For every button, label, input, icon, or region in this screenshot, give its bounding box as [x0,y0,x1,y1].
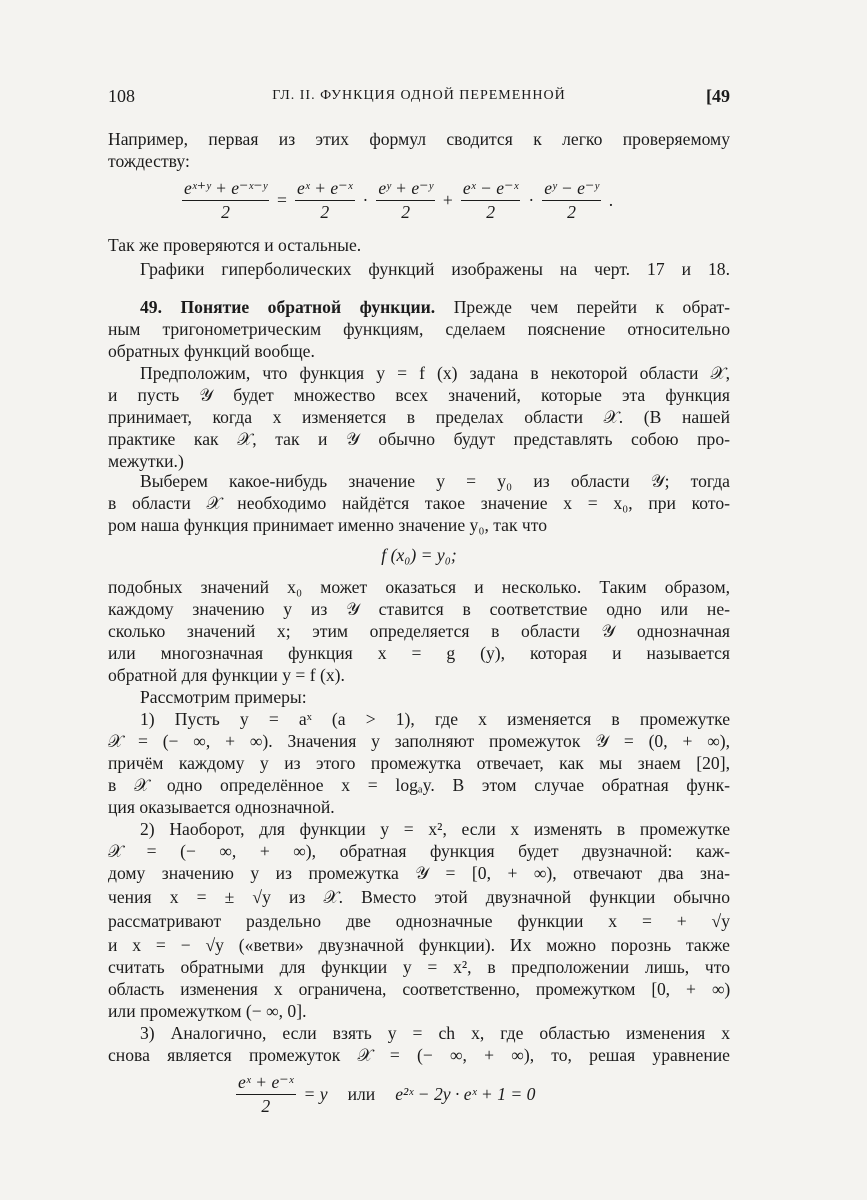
formula-f-x0: f (x₀) = y₀; [381,545,457,565]
text-line: обратных функций вообще. [108,341,315,361]
text-line: чения x = ± √y из 𝒳. Вместо этой двузначной функции обычно [108,887,730,907]
text-line: Так же проверяются и остальные. [108,235,362,255]
text-line: принимает, когда x изменяется в пределах области 𝒳. (В нашей [108,407,730,427]
text-line: ром наша функция принимает именно значение y₀, так что [108,515,548,535]
text-line: в области 𝒳 необходимо найдётся такое значение x = x₀, при кото- [108,493,730,513]
text-line: или многозначная функция x = g (y), которая и называется [108,643,730,663]
page-number: 108 [108,86,135,106]
chapter-title: ГЛ. II. ФУНКЦИЯ ОДНОЙ ПЕРЕМЕННОЙ [272,88,566,103]
text-line: Графики гиперболических функций изображены на черт. 17 и 18. [140,259,730,279]
text-line: каждому значению y из 𝒴 ставится в соответствие одно или не- [108,599,730,619]
text-line: Выберем какое-нибудь значение y = y₀ из области 𝒴; тогда [140,471,730,491]
text-line: ным тригонометрическим функциям, сделаем пояснение относительно [108,319,730,339]
formula-identity: $\frac{\text{eˣ⁺ʸ + e⁻ˣ⁻ʸ}}{2}$ = $\frac{\text{eˣ + e⁻ˣ}}{2}$ · $\frac{\text{eʸ + e⁻ʸ}}{2}$ + $\frac{\text{eˣ − e⁻ˣ}}{2}$ · $\frac{\text{eʸ − e⁻ʸ}}{2}$ . [184,178,614,222]
text-line: причём каждому y из этого промежутка отвечает, как мы знаем [20], [108,753,730,773]
text-line: 1) Пусть y = aˣ (a > 1), где x изменяется в промежутке [140,709,730,729]
text-line: межутки.) [108,451,184,471]
text-line: тождеству: [108,151,190,171]
text-line: считать обратными для функции y = x², в предположении лишь, что [108,957,730,977]
text-line: Рассмотрим примеры: [140,687,307,707]
text-line: или промежутком (− ∞, 0]. [108,1001,307,1021]
text-line: Например, первая из этих формул сводится к легко проверяемому [108,129,730,149]
text-line: сколько значений x; этим определяется в области 𝒴 однозначная [108,621,730,641]
section-heading-line: 49. Понятие обратной функции. Прежде чем перейти к обрат- [140,297,730,317]
text-line: 3) Аналогично, если взять y = ch x, где областью изменения x [140,1023,730,1043]
page-header [108,86,730,112]
text-line: снова является промежуток 𝒳 = (− ∞, + ∞), то, решая уравнение [108,1045,730,1065]
text-line: и x = − √y («ветви» двузначной функции). Их можно порознь также [108,935,730,955]
text-line: 𝒳 = (− ∞, + ∞), обратная функция будет двузначной: каж- [108,841,730,861]
text-line: Предположим, что функция y = f (x) задана в некоторой области 𝒳, [140,363,730,383]
text-line: 𝒳 = (− ∞, + ∞). Значения y заполняют промежуток 𝒴 = (0, + ∞), [108,731,730,751]
text-line: дому значению y из промежутка 𝒴 = [0, + ∞), отвечают два зна- [108,863,730,883]
text-line: обратной для функции y = f (x). [108,665,345,685]
formula-ch-equation: $\frac{\text{eˣ + e⁻ˣ}}{2}$ = y или e²ˣ − 2y · eˣ + 1 = 0 [238,1072,536,1116]
section-marker: [49 [706,86,730,106]
text-line: подобных значений x₀ может оказаться и несколько. Таким образом, [108,577,730,597]
text-line: в 𝒳 одно определённое x = logₐy. В этом случае обратная функ- [108,775,730,795]
text-line: практике как 𝒳, так и 𝒴 обычно будут представлять собою про- [108,429,730,449]
section-heading: 49. Понятие обратной функции. [140,297,436,317]
text-line: область изменения x ограничена, соответственно, промежутком [0, + ∞) [108,979,730,999]
text-line: и пусть 𝒴 будет множество всех значений, которые эта функция [108,385,730,405]
text-line: ция оказывается однозначной. [108,797,335,817]
text-line: рассматривают раздельно две однозначные функции x = + √y [108,911,730,931]
text-line: 2) Наоборот, для функции y = x², если x изменять в промежутке [140,819,730,839]
